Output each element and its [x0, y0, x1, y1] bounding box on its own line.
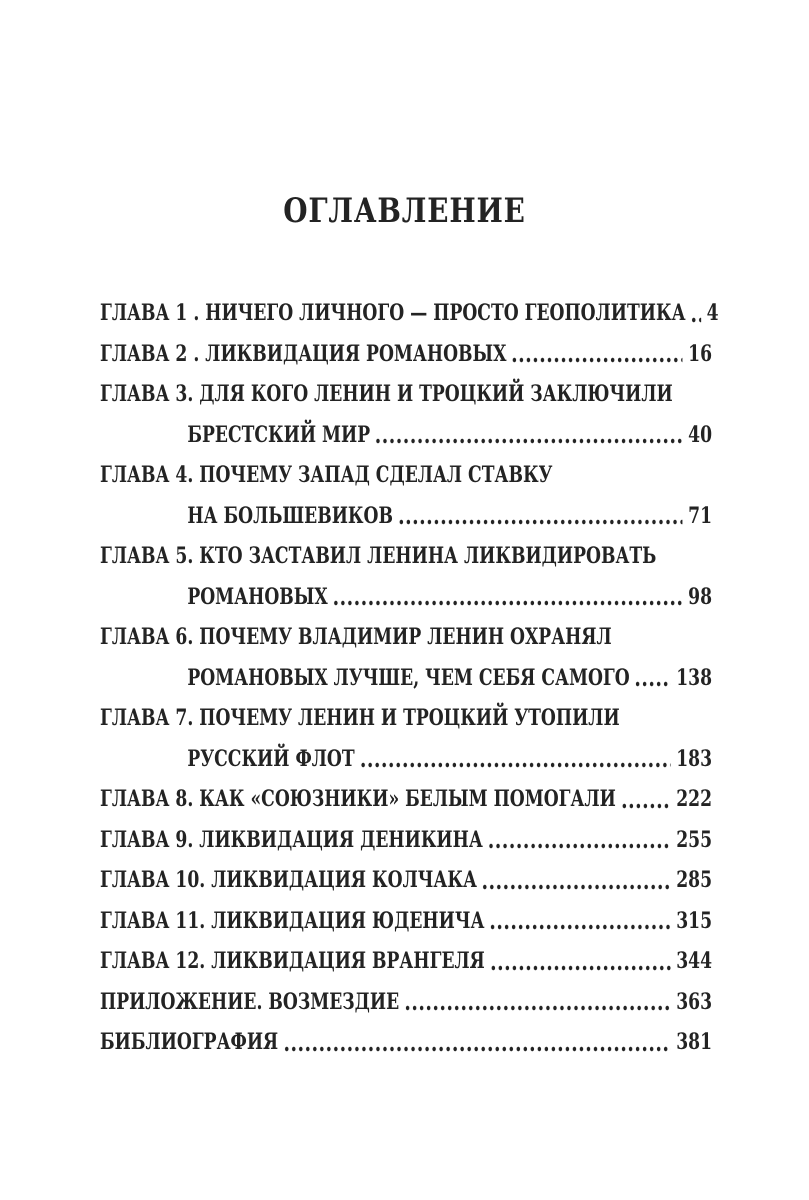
dot-leader [283, 1022, 671, 1063]
toc-entry-title: РУССКИЙ ФЛОТ [187, 745, 355, 772]
toc-entry-title: ГЛАВА 2 . ЛИКВИДАЦИЯ РОМАНОВЫХ [100, 340, 507, 367]
toc-entry-line [100, 941, 712, 982]
dot-leader [375, 415, 683, 456]
toc-entry-line [100, 293, 719, 334]
toc-entry-line [100, 860, 712, 901]
toc-entry-line [100, 982, 712, 1023]
toc-page-number: 315 [676, 907, 713, 934]
toc-entry-line [100, 820, 712, 861]
toc-entry-line [100, 577, 712, 618]
toc-entry-line [100, 374, 712, 415]
toc-entry-line [100, 617, 712, 658]
toc-entry-line [100, 455, 712, 496]
toc-page-number: 16 [688, 340, 713, 367]
toc-page-number: 4 [706, 300, 719, 326]
toc-entry [100, 536, 712, 617]
toc-entry-title: ГЛАВА 3. ДЛЯ КОГО ЛЕНИН И ТРОЦКИЙ ЗАКЛЮЧИЛИ [100, 381, 673, 407]
dot-leader [359, 739, 671, 780]
toc-entry [100, 860, 712, 901]
toc-page-number: 98 [688, 583, 713, 610]
dot-leader [489, 941, 670, 982]
toc-page-number: 285 [676, 867, 713, 893]
toc-entry-line [100, 415, 712, 456]
toc-entry-title: ГЛАВА 9. ЛИКВИДАЦИЯ ДЕНИКИНА [100, 826, 483, 853]
toc-entry-title: ГЛАВА 4. ПОЧЕМУ ЗАПАД СДЕЛАЛ СТАВКУ [100, 462, 553, 488]
toc-page-number: 71 [688, 502, 713, 529]
toc-entry-line [100, 1022, 712, 1063]
toc-page-number: 381 [676, 1029, 713, 1055]
toc-entry-line [100, 901, 712, 942]
toc-page-number: 363 [676, 988, 713, 1015]
toc-entry-title: ГЛАВА 5. КТО ЗАСТАВИЛ ЛЕНИНА ЛИКВИДИРОВАТЬ [100, 543, 657, 569]
toc-entry [100, 293, 719, 334]
toc-entry-title: БРЕСТСКИЙ МИР [187, 421, 371, 448]
toc-entry-title: ГЛАВА 10. ЛИКВИДАЦИЯ КОЛЧАКА [100, 867, 477, 893]
dot-leader [634, 658, 670, 699]
toc-entry [100, 779, 712, 820]
toc-entry [100, 901, 712, 942]
dot-leader [398, 496, 683, 537]
toc-entry [100, 1022, 712, 1063]
toc-page-number: 183 [676, 745, 713, 772]
toc-entry [100, 698, 712, 779]
dot-leader [482, 860, 671, 901]
toc-entry-line [100, 779, 712, 820]
toc-page-number: 255 [676, 826, 713, 853]
toc-page-number: 138 [676, 664, 713, 691]
toc-entry-title: НА БОЛЬШЕВИКОВ [187, 502, 393, 529]
toc-entry [100, 455, 712, 536]
toc-entry [100, 374, 712, 455]
toc-entry-title: ГЛАВА 8. КАК «СОЮЗНИКИ» БЕЛЫМ ПОМОГАЛИ [100, 786, 616, 812]
toc-entry-title: ГЛАВА 12. ЛИКВИДАЦИЯ ВРАНГЕЛЯ [100, 948, 485, 974]
dot-leader [489, 901, 671, 942]
toc-entry [100, 617, 712, 698]
toc-page-number: 222 [676, 786, 713, 812]
toc-entry [100, 334, 712, 375]
toc-entry [100, 941, 712, 982]
toc-entry [100, 982, 712, 1023]
toc-entry-title: РОМАНОВЫХ ЛУЧШЕ, ЧЕМ СЕБЯ САМОГО [187, 664, 630, 691]
toc-entry-line [100, 496, 712, 537]
dot-leader [332, 577, 682, 618]
dot-leader [487, 820, 670, 861]
toc-entry-title: ГЛАВА 7. ПОЧЕМУ ЛЕНИН И ТРОЦКИЙ УТОПИЛИ [100, 705, 620, 731]
toc-entry-line [100, 334, 712, 375]
toc-page-number: 40 [688, 421, 713, 448]
toc-entry-title: БИБЛИОГРАФИЯ [100, 1029, 279, 1055]
dot-leader [621, 779, 671, 820]
dot-leader [404, 982, 671, 1023]
dot-leader [511, 334, 683, 375]
toc-entry-title: ГЛАВА 11. ЛИКВИДАЦИЯ ЮДЕНИЧА [100, 907, 485, 934]
toc-page-number: 344 [676, 948, 713, 974]
toc-entry-title: ПРИЛОЖЕНИЕ. ВОЗМЕЗДИЕ [100, 988, 400, 1015]
toc-entry-title: ГЛАВА 6. ПОЧЕМУ ВЛАДИМИР ЛЕНИН ОХРАНЯЛ [100, 624, 612, 650]
toc-entry-line [100, 739, 712, 780]
toc-entry-line [100, 698, 712, 739]
toc-entry-line [100, 658, 712, 699]
table-of-contents [100, 293, 719, 1063]
dot-leader [690, 293, 701, 334]
toc-entry [100, 820, 712, 861]
toc-entry-line [100, 536, 712, 577]
toc-entry-title: ГЛАВА 1 . НИЧЕГО ЛИЧНОГО — ПРОСТО ГЕОПОЛИТИКА [100, 300, 686, 326]
toc-entry-title: РОМАНОВЫХ [187, 583, 328, 610]
page-title: ОГЛАВЛЕНИЕ [283, 190, 526, 231]
